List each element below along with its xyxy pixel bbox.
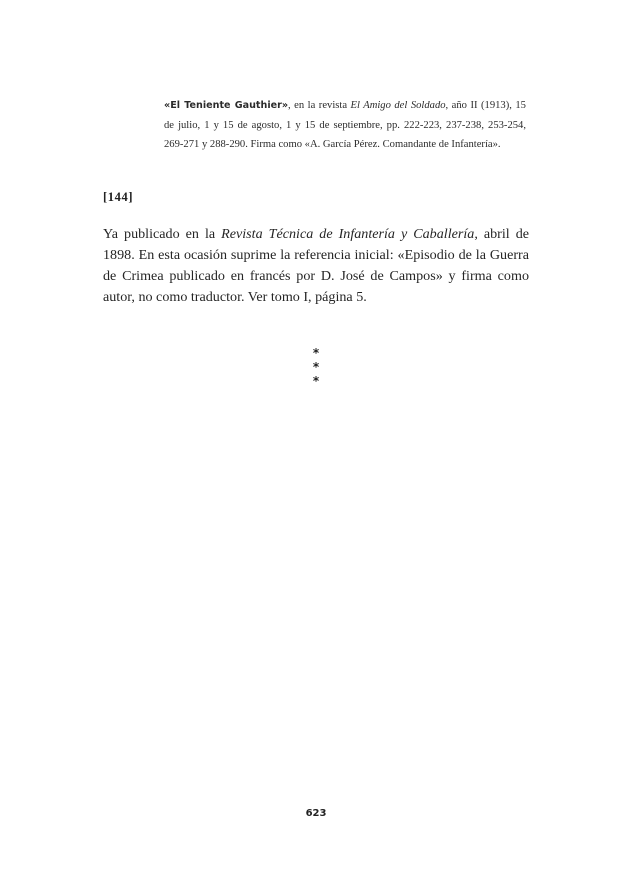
reference-text-2: , año II (1913), 15 de julio, 1 y 15 de agosto, 1 y 15 de septiembre, pp. 222-223, 237-238, 253-254, 269-271 y 288-290. Firma como «A. García Pérez. Comandante de Infantería». <box>164 100 526 150</box>
section-separator <box>309 346 323 388</box>
note-number: [144] <box>103 190 134 204</box>
note-text-1: Ya publicado en la <box>103 226 222 242</box>
reference-text-1: , en la revista <box>288 100 351 111</box>
note-text-2: , abril de 1898. En esta ocasión suprime la referencia inicial: «Episodio de la Guerra de Crimea publicado en francés por D. José de Campos» y firma como autor, no como traductor. Ver tomo I, página 5. <box>103 226 530 305</box>
note-journal: Revista Técnica de Infantería y Caballería <box>221 226 475 242</box>
reference-magazine: El Amigo del Soldado <box>350 100 446 111</box>
bibliographic-reference <box>164 96 526 155</box>
page-number: 623 <box>305 808 327 819</box>
note-body <box>103 224 529 308</box>
asterisk-1: * <box>312 346 320 360</box>
reference-title: «El Teniente Gauthier» <box>164 100 289 111</box>
asterisk-2: * <box>312 360 320 374</box>
asterisk-3: * <box>312 374 320 388</box>
